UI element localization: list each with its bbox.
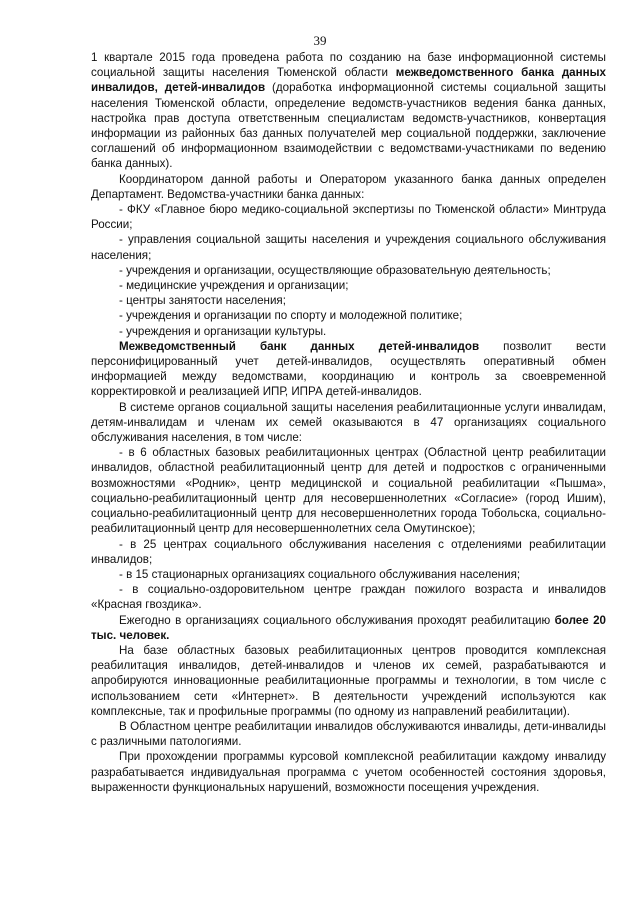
bold-text: более 20 тыс. человек. (91, 613, 606, 642)
list-item: - в 15 стационарных организациях социального обслуживания населения; (119, 567, 521, 581)
text-run: Ежегодно в организациях социального обслуживания проходят реабилитацию (119, 613, 555, 627)
text-run: (доработка информационной системы социальной защиты населения Тюменской области, определение ведомств-участников ведения банка данных, настройка прав доступа ответственным специалистам ведомств-участников, конвертация информации из районных баз данных получателей мер социальной поддержки, заключение соглашений об информационном взаимодействии с ведомствами-участниками по ведению банка данных). (91, 81, 607, 171)
bold-text: межведомственного банка данных инвалидов, детей-инвалидов (91, 66, 606, 95)
text-run: позволит вести персонифицированный учет детей-инвалидов, осуществлять оперативный обмен информацией между ведомствами, координацию и контроль за своевременной корректировкой и реализацией ИПР, ИПРА детей-инвалидов. (91, 339, 606, 399)
list-item: - в социально-оздоровительном центре граждан пожилого возраста и инвалидов «Красная гвоздика». (91, 583, 606, 612)
list-item: - управления социальной защиты населения и учреждения социального обслуживания населения; (91, 233, 606, 262)
list-item: - медицинские учреждения и организации; (119, 279, 349, 293)
paragraph-coordinator: Координатором данной работы и Оператором указанного банка данных определен Департамент. Ведомства-участники банка данных: (91, 172, 606, 201)
body-text (91, 50, 606, 795)
page-number: 39 (313, 33, 327, 48)
paragraph-regional-center: В Областном центре реабилитации инвалидов обслуживаются инвалиды, дети-инвалиды с различными патологиями. (91, 719, 606, 749)
bold-text: Межведомственный банк данных детей-инвалидов (119, 339, 480, 353)
paragraph-individual-program: При прохождении программы курсовой комплексной реабилитации каждому инвалиду разрабатывается индивидуальная программа с учетом особенностей состояния здоровья, выраженности функциональных нарушений, возможности посещения учреждения. (91, 750, 606, 794)
list-item: - в 25 центрах социального обслуживания населения с отделениями реабилитации инвалидов; (91, 537, 606, 566)
list-item: - учреждения и организации культуры. (119, 324, 327, 338)
list-item: - центры занятости населения; (119, 294, 286, 308)
list-item: - учреждения и организации по спорту и молодежной политике; (119, 309, 463, 323)
paragraph-rehab-centers: На базе областных базовых реабилитационных центров проводится комплексная реабилитация инвалидов, детей-инвалидов и членов их семей, разрабатываются и апробируются инновационные реабилитационные программы и технологии, в том числе с использованием сети «Интернет». В деятельности учреждений используются как комплексные, так и профильные программы (по одному из направлений реабилитации). (91, 643, 606, 718)
list-item: - учреждения и организации, осуществляющие образовательную деятельность; (119, 263, 551, 277)
paragraph-annual-rehab (91, 613, 606, 643)
paragraph-children-bank (91, 339, 606, 400)
paragraph-bank-creation (91, 50, 606, 172)
paragraph-organizations: В системе органов социальной защиты населения реабилитационные услуги инвалидам, детям-инвалидам и членам их семей оказываются в 47 организациях социального обслуживания населения, в том числе: (91, 400, 606, 445)
list-item: - в 6 областных базовых реабилитационных центрах (Областной центр реабилитации инвалидов, областной реабилитационный центр для детей и подростков с ограниченными возможностями «Родник», центр медицинской и социальной реабилитации «Пышма», социально-реабилитационный центр для несовершеннолетних «Согласие» (город Ишим), социально-реабилитационный центр для несовершеннолетних города Тобольска, социально-реабилитационный центр для несовершеннолетних села Омутинское); (91, 446, 606, 536)
text-run: 1 квартале 2015 года проведена работа по созданию на базе информационной системы социальной защиты населения Тюменской области (91, 51, 606, 80)
list-item: - ФКУ «Главное бюро медико-социальной экспертизы по Тюменской области» Минтруда России; (91, 203, 606, 232)
